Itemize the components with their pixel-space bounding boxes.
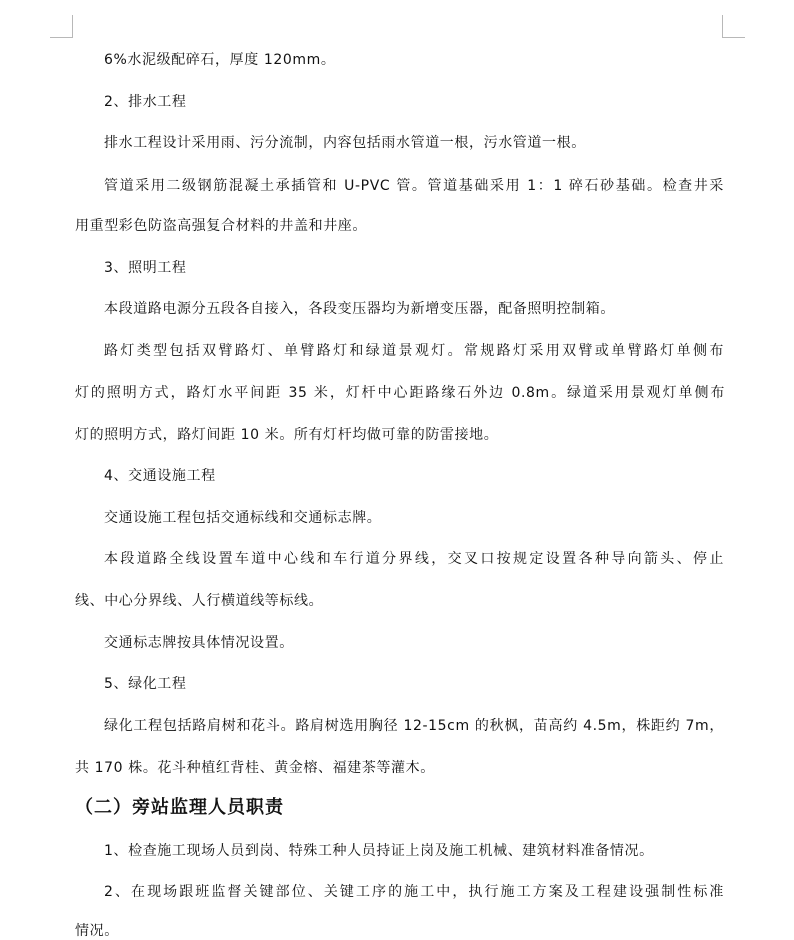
paragraph-line: 路灯类型包括双臂路灯、单臂路灯和绿道景观灯。常规路灯采用双臂或单臂路灯单侧布 <box>104 343 724 359</box>
paragraph-line: 排水工程设计采用雨、污分流制，内容包括雨水管道一根，污水管道一根。 <box>104 135 586 151</box>
paragraph-line: 6%水泥级配碎石，厚度 120mm。 <box>104 52 336 68</box>
section-title-traffic: 4、交通设施工程 <box>104 468 216 484</box>
page-corner-mark-top-right <box>722 15 745 38</box>
paragraph-line: 管道采用二级钢筋混凝土承插管和 U-PVC 管。管道基础采用 1：1 碎石砂基础。检查井采 <box>104 178 724 194</box>
duty-line: 情况。 <box>75 923 119 939</box>
page-corner-mark-top-left <box>50 15 73 38</box>
paragraph-line: 灯的照明方式，路灯间距 10 米。所有灯杆均做可靠的防雷接地。 <box>75 427 499 443</box>
section-title-greening: 5、绿化工程 <box>104 676 187 692</box>
paragraph-line: 交通标志牌按具体情况设置。 <box>104 635 294 651</box>
paragraph-line: 用重型彩色防盗高强复合材料的井盖和井座。 <box>75 218 367 234</box>
duty-line: 2、在现场跟班监督关键部位、关键工序的施工中，执行施工方案及工程建设强制性标准 <box>104 884 724 900</box>
section-title-drainage: 2、排水工程 <box>104 94 187 110</box>
section-heading: （二）旁站监理人员职责 <box>75 797 284 818</box>
paragraph-line: 线、中心分界线、人行横道线等标线。 <box>75 593 324 609</box>
section-title-lighting: 3、照明工程 <box>104 260 187 276</box>
duty-line: 1、检查施工现场人员到岗、特殊工种人员持证上岗及施工机械、建筑材料准备情况。 <box>104 843 654 859</box>
paragraph-line: 本段道路电源分五段各自接入，各段变压器均为新增变压器，配备照明控制箱。 <box>104 301 615 317</box>
paragraph-line: 本段道路全线设置车道中心线和车行道分界线，交叉口按规定设置各种导向箭头、停止 <box>104 551 724 567</box>
paragraph-line: 共 170 株。花斗种植红背桂、黄金榕、福建茶等灌木。 <box>75 760 435 776</box>
paragraph-line: 灯的照明方式，路灯水平间距 35 米，灯杆中心距路缘石外边 0.8m。绿道采用景观灯单侧布 <box>75 385 725 401</box>
paragraph-line: 交通设施工程包括交通标线和交通标志牌。 <box>104 510 382 526</box>
paragraph-line: 绿化工程包括路肩树和花斗。路肩树选用胸径 12-15cm 的秋枫，苗高约 4.5m，株距约 7m， <box>104 718 724 734</box>
